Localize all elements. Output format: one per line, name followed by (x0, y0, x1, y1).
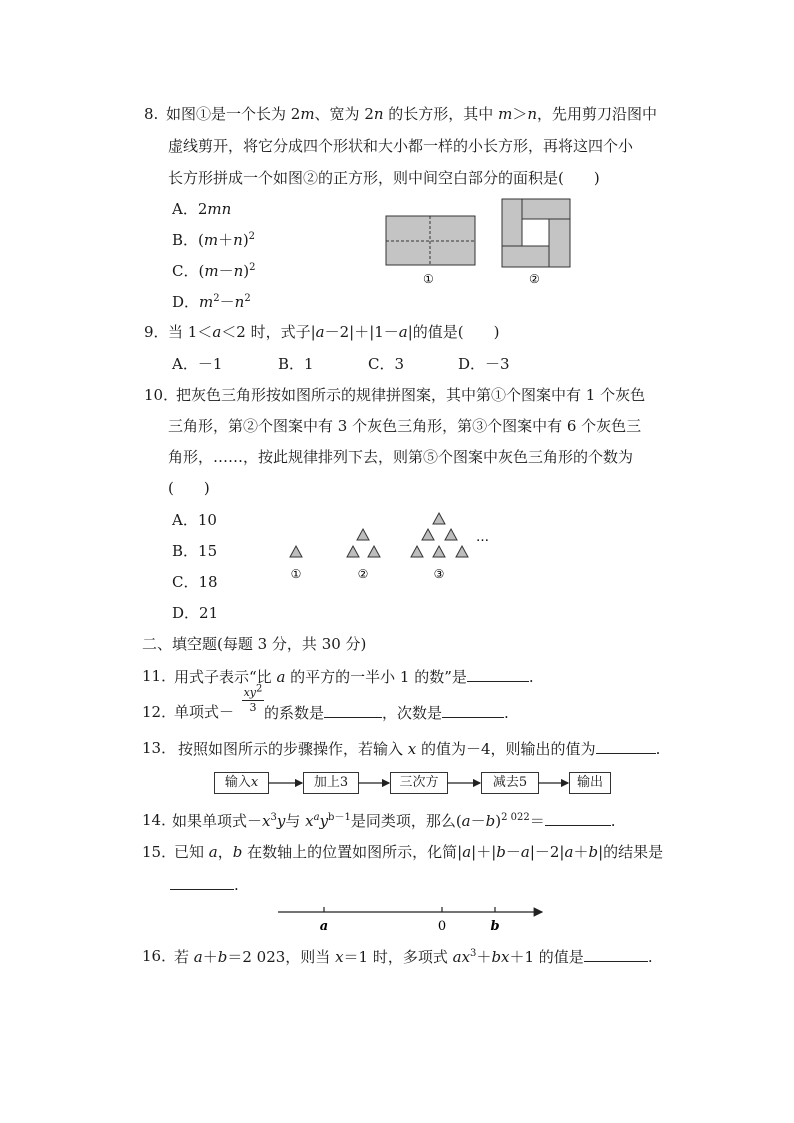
q9-stem: 当 1＜a＜2 时，式子|a－2|＋|1－a|的值是( ) (168, 323, 500, 341)
q8-option-c[interactable]: C．$(m-n)^2$ (172, 262, 256, 280)
q15-stem: 已知 a，b 在数轴上的位置如图所示，化简|a|＋|b－a|－2|a＋b|的结果是 (174, 843, 664, 861)
q10-number: 10． (144, 386, 179, 404)
flow-cube-box: 三次方 (390, 772, 448, 794)
q10-option-d[interactable]: D．21 (172, 604, 219, 622)
q10-ellipsis: … (476, 530, 489, 545)
q15-answer-blank[interactable] (170, 874, 234, 890)
q10-line4: ( ) (168, 479, 210, 497)
q13-answer-blank[interactable] (596, 738, 656, 754)
q10-triangle (290, 546, 302, 557)
q14-answer-blank[interactable] (545, 810, 611, 826)
q9-option-c[interactable]: C．3 (368, 355, 405, 373)
q10-triangle (357, 529, 369, 540)
q10-triangle (422, 529, 434, 540)
q10-triangle (456, 546, 468, 557)
q12-number: 12． (142, 703, 177, 721)
q10-triangle (347, 546, 359, 557)
flow-add-3-box: 加上3 (303, 772, 359, 794)
q10-pattern-3-label: ③ (433, 567, 445, 581)
q10-triangle (368, 546, 380, 557)
q8-figure-2-label: ② (529, 272, 540, 286)
flow-output-box: 输出 (569, 772, 611, 794)
q8-line1: 如图①是一个长为 2m、宽为 2n 的长方形，其中 m＞n，先用剪刀沿图中 (166, 105, 658, 123)
q10-triangle-figure (285, 505, 500, 585)
q10-triangle (433, 546, 445, 557)
q16-stem: 若 a＋b＝2 023，则当 x＝1 时，多项式 $ax^3+bx+1$ 的值是 . (174, 948, 653, 966)
flow-subtract-5-box: 减去5 (481, 772, 539, 794)
flow-input-box: 输入x (214, 772, 269, 794)
q8-figure (383, 196, 578, 291)
q9-option-b[interactable]: B．1 (278, 355, 314, 373)
q16-number: 16． (142, 947, 177, 965)
number-line (276, 902, 551, 936)
q9-option-a[interactable]: A．－1 (172, 355, 223, 373)
q11-number: 11． (142, 667, 177, 685)
q10-pattern-1-label: ① (290, 567, 302, 581)
q10-triangle (411, 546, 423, 557)
q11-answer-blank[interactable] (467, 666, 529, 682)
section-title: 二、填空题(每题 3 分，共 30 分) (142, 635, 367, 653)
q11-stem: 用式子表示“比 a 的平方的一半小 1 的数”是 . (174, 668, 534, 686)
q10-option-a[interactable]: A．10 (172, 511, 217, 529)
q8-figure-1-label: ① (423, 272, 434, 286)
q8-square-figure-2 (502, 199, 570, 267)
q12-degree-blank[interactable] (442, 702, 504, 718)
q10-triangle (433, 513, 445, 524)
q14-number: 14． (142, 811, 177, 829)
q16-answer-blank[interactable] (584, 946, 648, 962)
q10-pattern-2-label: ② (357, 567, 369, 581)
q10-line3: 角形，……，按此规律排列下去，则第⑤个图案中灰色三角形的个数为 (168, 448, 634, 466)
q9-number: 9． (144, 323, 169, 341)
q14-stem: 如果单项式$-x^3y$与 $x^ay^{b-1}$是同类项，那么$(a-b)^{2 022}=$ . (172, 812, 616, 830)
q12-fraction: $xy^2$ 3 (243, 683, 263, 714)
q10-option-b[interactable]: B．15 (172, 542, 218, 560)
axis-label-a: a (319, 919, 329, 934)
q9-option-d[interactable]: D．－3 (458, 355, 510, 373)
q15-answer-line: . (170, 874, 239, 895)
q12-stem-prefix: 单项式－ (174, 703, 235, 721)
q15-number: 15． (142, 843, 177, 861)
q12-coefficient-blank[interactable] (324, 702, 382, 718)
flow-arrows (268, 775, 572, 791)
axis-label-zero: 0 (437, 919, 447, 934)
q8-number: 8. (144, 105, 159, 123)
q8-line3: 长方形拼成一个如图②的正方形，则中间空白部分的面积是( ) (168, 169, 600, 187)
q12-stem: 的系数是 ，次数是 . (264, 704, 509, 722)
q8-option-a[interactable]: A．2mn (172, 200, 232, 218)
q13-number: 13． (142, 739, 177, 757)
q10-line2: 三角形，第②个图案中有 3 个灰色三角形，第③个图案中有 6 个灰色三 (168, 417, 642, 435)
q8-option-b[interactable]: B．$(m+n)^2$ (172, 231, 256, 249)
q10-line1: 把灰色三角形按如图所示的规律拼图案，其中第①个图案中有 1 个灰色 (176, 386, 646, 404)
q10-option-c[interactable]: C．18 (172, 573, 218, 591)
q8-line2: 虚线剪开，将它分成四个形状和大小都一样的小长方形，再将这四个小 (168, 137, 634, 155)
axis-label-b: b (490, 919, 500, 934)
q8-rectangle-figure-1 (386, 216, 475, 265)
q10-triangle (445, 529, 457, 540)
q13-stem: 按照如图所示的步骤操作，若输入 x 的值为－4，则输出的值为 . (178, 740, 661, 758)
q8-option-d[interactable]: D．$m^2-n^2$ (172, 293, 251, 311)
